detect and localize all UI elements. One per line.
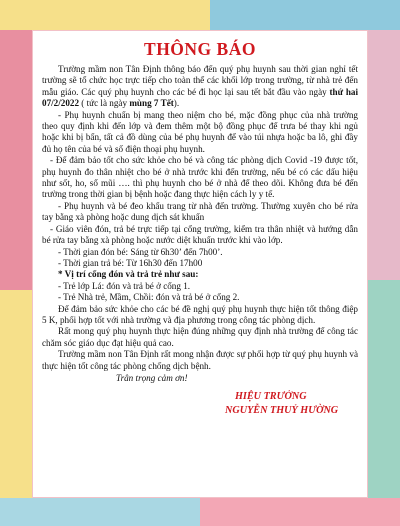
return-date: thứ hai 07/2/2022	[42, 86, 358, 109]
mask-paragraph: - Phụ huynh và bé đeo khẩu trang từ nhà đến trường. Thường xuyên cho bé rửa tay bằng xà phòng hoặc dung dịch sát khuẩn	[42, 200, 358, 223]
intro-text-end: ).	[173, 98, 180, 109]
signature-name: NGUYỄN THUỶ HƯỜNG	[225, 405, 339, 417]
pickup-time: - Thời gian trả bé: Từ 16h30 đến 17h00	[58, 257, 203, 268]
border-stripe-left-lower	[0, 290, 32, 526]
border-stripe-top-left	[0, 0, 210, 30]
intro-paragraph	[42, 64, 358, 110]
lunar-date: mùng 7 Tết	[129, 98, 174, 109]
uniform-paragraph: - Phụ huynh chuẩn bị mang theo niệm cho bé, mặc đồng phục của nhà trường theo quy định khi đến lớp và đem thêm một bộ đồng phục để trưa bé thay khi ngủ hoặc khi bị bẩn, tất cả đồ dùng của bé phụ huynh để vào túi nhựa hoặc ba lô, ghi đầy đủ họ tên của bé và số điện thoại phụ huynh.	[42, 109, 358, 154]
checkin-paragraph: - Giáo viên đón, trả bé trực tiếp tại cổng trường, kiểm tra thân nhiệt và hướng dẫn bé rửa tay bằng xà phòng hoặc nước diệt khuẩn trước khi vào lớp.	[42, 223, 358, 246]
border-stripe-right-upper	[368, 30, 400, 280]
request-paragraph: Rất mong quý phụ huynh thực hiện đúng những quy định nhà trường để công tác chăm sóc giáo dục đạt hiệu quả cao.	[42, 326, 358, 348]
dropoff-time: - Thời gian đón bé: Sáng từ 6h30’ đến 7h00’.	[58, 246, 223, 257]
border-stripe-bottom-right	[200, 498, 400, 526]
intro-text: Trường mầm non Tân Định thông báo đến quý phụ huynh sau thời gian nghỉ tết trường sẽ tổ chức học trực tiếp cho toàn thể các khối lớp trong trường, từ nhà trẻ đến mẫu giáo. Các quý phụ huynh cho các bé đi học lại sau tết bắt đầu vào ngày	[42, 64, 358, 97]
health-paragraph: - Để đảm bảo tốt cho sức khỏe cho bé và công tác phòng dịch Covid -19 được tốt, phụ huynh đo thân nhiệt cho bé ở nhà trước khi đến trường, nếu bé có các dấu hiệu như sốt, ho, sổ mũi …. thì phụ huynh cho bé ở nhà để theo dõi. Không đưa bé đến trường trong thời gian bị bệnh hoặc đang thực hiện cách ly y tế.	[42, 155, 358, 200]
thanks-paragraph: Trường mầm non Tân Định rất mong nhận được sự phối hợp từ quý phụ huynh và thực hiện tốt công tác phòng chống dịch bệnh.	[42, 349, 358, 371]
notice-title: THÔNG BÁO	[144, 39, 256, 59]
location-heading	[42, 269, 358, 280]
gate-2-info: - Trẻ Nhà trẻ, Mầm, Chồi: đón và trả bé ở cổng 2.	[58, 292, 240, 303]
5k-paragraph: Để đảm bảo sức khỏe cho các bé đề nghị quý phụ huynh thực hiện tốt thông điệp 5 K, phối hợp tốt với nhà trường và địa phương trong công tác phòng dịch.	[42, 303, 358, 325]
border-stripe-right-lower	[368, 280, 400, 526]
location-heading-text: * Vị trí cổng đón và trả trẻ như sau:	[58, 269, 199, 280]
closing-line: Trân trọng cảm ơn!	[116, 372, 188, 383]
signature-role: HIỆU TRƯỞNG	[235, 391, 307, 403]
border-stripe-left-upper	[0, 30, 32, 290]
border-stripe-bottom-left	[0, 498, 200, 526]
gate-1-info: - Trẻ lớp Lá: đón và trả bé ở cổng 1.	[58, 280, 191, 291]
notice-page	[33, 31, 367, 497]
border-stripe-top-right	[210, 0, 400, 30]
intro-text-middle: ( tức là ngày	[79, 98, 130, 109]
